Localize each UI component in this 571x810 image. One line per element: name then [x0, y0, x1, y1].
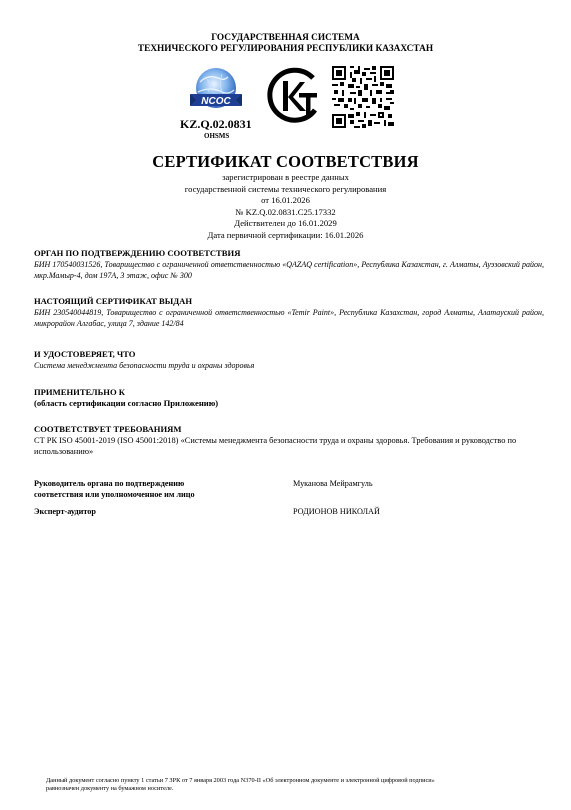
- registration-date: от 16.01.2026: [261, 195, 310, 205]
- section-issued-to: [34, 296, 544, 329]
- section-text: Система менеджмента безопасности труда и охраны здоровья: [34, 361, 255, 370]
- section-text: БИН 230540044819, Товарищество с ограниченной ответственностью «Temir Paint», Республика Казахстан, город Алматы, Алатауский район, микрорайон Алгабас, улица 7, здание 142/84: [34, 308, 544, 328]
- registration-line-1: зарегистрирован в реестре данных: [222, 172, 349, 182]
- section-heading: ОРГАН ПО ПОДТВЕРЖДЕНИЮ СООТВЕТСТВИЯ: [34, 248, 241, 258]
- certificate-number: № KZ.Q.02.0831.C25.17332: [235, 206, 336, 217]
- registration-line-2: государственной системы технического регулирования: [184, 183, 387, 194]
- section-heading: СООТВЕТСТВУЕТ ТРЕБОВАНИЯМ: [34, 424, 182, 434]
- section-text: СТ РК ISO 45001-2019 (ISO 45001:2018) «Системы менеджмента безопасности труда и охраны здоровья. Требования и руководство по использованию»: [34, 436, 517, 456]
- valid-until: Действителен до 16.01.2029: [234, 218, 337, 228]
- section-heading: И УДОСТОВЕРЯЕТ, ЧТО: [34, 349, 136, 359]
- registration-block: [0, 172, 571, 241]
- section-text: БИН 170540031526, Товарищество с ограниченной ответственностью «QAZAQ certification», Республика Казахстан, г. Алматы, Ауэзовский район, мкр.Мамыр-4, дом 197А, 3 этаж, офис № 300: [34, 260, 544, 280]
- signature-auditor-label-text: Эксперт-аудитор: [34, 507, 96, 516]
- footer-line-2: равнозначен документу на бумажном носителе.: [46, 785, 174, 792]
- registry-code: KZ.Q.02.0831: [180, 117, 252, 131]
- section-requirements: [34, 424, 544, 457]
- signature-auditor-label: [34, 506, 96, 517]
- signature-head-name: Муканова Мейрамгуль: [293, 479, 373, 488]
- signature-head-label-line-2: соответствия или уполномоченное им лицо: [34, 490, 195, 499]
- ncoc-logo-text: NCOC: [201, 96, 231, 107]
- conformity-mark-logo: [263, 66, 321, 126]
- section-applicable: [34, 387, 544, 409]
- scheme-label: OHSMS: [204, 132, 230, 140]
- qr-code: [332, 66, 394, 128]
- footer-note: [46, 777, 546, 793]
- header-line-2: ТЕХНИЧЕСКОГО РЕГУЛИРОВАНИЯ РЕСПУБЛИКИ КАЗАХСТАН: [137, 44, 434, 54]
- signature-head-label: [34, 478, 195, 500]
- first-certification-date: Дата первичной сертификации: 16.01.2026: [207, 229, 364, 240]
- signature-auditor-name: РОДИОНОВ НИКОЛАЙ: [293, 507, 380, 516]
- section-heading: ПРИМЕНИТЕЛЬНО К: [34, 387, 126, 397]
- section-certification-body: [34, 248, 544, 281]
- header-line-1: ГОСУДАРСТВЕННАЯ СИСТЕМА: [211, 33, 360, 43]
- section-text: (область сертификации согласно Приложению): [34, 398, 219, 408]
- signature-head-label-line-1: Руководитель органа по подтверждению: [34, 479, 185, 488]
- section-certifies: [34, 349, 544, 371]
- footer-line-1: Данный документ согласно пункту 1 статьи 7 ЗРК от 7 января 2003 года N370-II «Об электронном документе и электронной цифровой подписи»: [46, 777, 435, 784]
- document-title: СЕРТИФИКАТ СООТВЕТСТВИЯ: [152, 152, 419, 171]
- section-heading: НАСТОЯЩИЙ СЕРТИФИКАТ ВЫДАН: [34, 296, 193, 306]
- accreditation-globe-logo: [188, 66, 244, 116]
- header: [0, 33, 571, 55]
